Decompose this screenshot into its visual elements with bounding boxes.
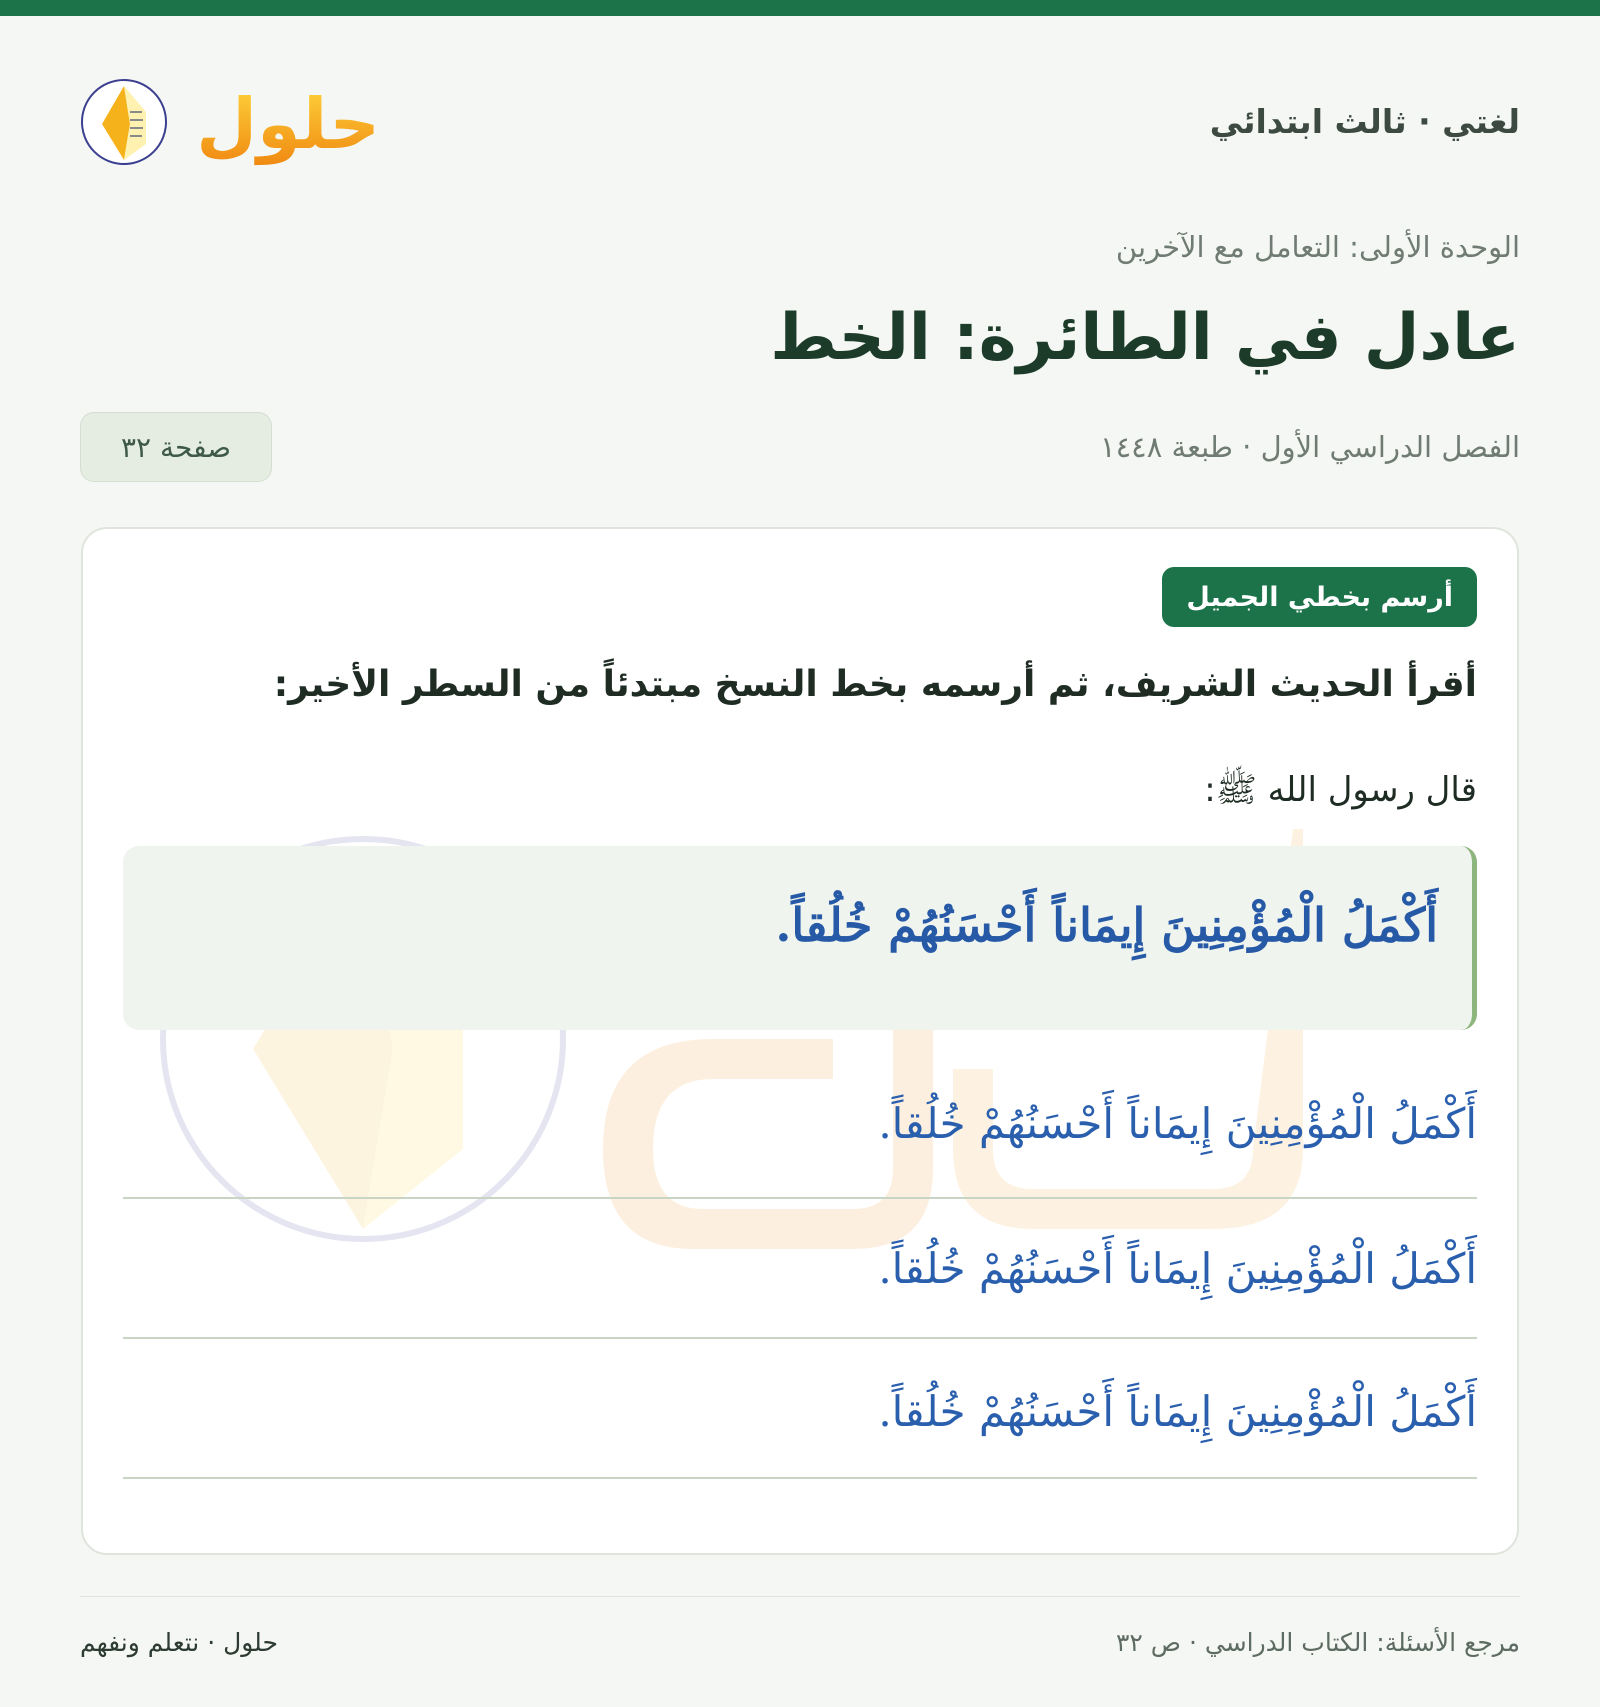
exercise-card (81, 527, 1519, 1555)
hadith-intro: قال رسول الله ﷺ: (1204, 770, 1477, 810)
page-number-badge: صفحة ٣٢ (80, 412, 272, 482)
hulul-logo[interactable] (80, 64, 380, 184)
practice-line (123, 1339, 1477, 1479)
footer-brand[interactable]: حلول · نتعلم ونفهم (80, 1628, 278, 1657)
term-label: الفصل الدراسي الأول · طبعة ١٤٤٨ (1100, 430, 1520, 464)
practice-text: أَكْمَلُ الْمُؤْمِنِينَ إِيمَاناً أَحْسَنُهُمْ خُلُقاً. (878, 1387, 1477, 1436)
footer-divider (80, 1596, 1520, 1597)
hadith-text: أَكْمَلُ الْمُؤْمِنِينَ إِيمَاناً أَحْسَنُهُمْ خُلُقاً. (775, 898, 1438, 952)
exercise-instruction: أقرأ الحديث الشريف، ثم أرسمه بخط النسخ مبتدئاً من السطر الأخير: (273, 664, 1477, 705)
practice-line (123, 1059, 1477, 1199)
practice-text: أَكْمَلُ الْمُؤْمِنِينَ إِيمَاناً أَحْسَنُهُمْ خُلُقاً. (878, 1099, 1477, 1148)
logo-text: حلول (196, 83, 380, 165)
page-title: عادل في الطائرة: الخط (770, 301, 1520, 375)
practice-text: أَكْمَلُ الْمُؤْمِنِينَ إِيمَاناً أَحْسَنُهُمْ خُلُقاً. (878, 1244, 1477, 1293)
hadith-box (123, 846, 1477, 1030)
practice-line (123, 1199, 1477, 1339)
writing-rule (123, 1477, 1477, 1479)
unit-label: الوحدة الأولى: التعامل مع الآخرين (1115, 230, 1520, 264)
subject-label: لغتي · ثالث ابتدائي (1209, 102, 1520, 141)
exercise-tag: أرسم بخطي الجميل (1162, 567, 1477, 627)
page-header (80, 64, 1520, 184)
top-accent-bar (0, 0, 1600, 16)
footer-reference: مرجع الأسئلة: الكتاب الدراسي · ص ٣٢ (1115, 1628, 1520, 1657)
